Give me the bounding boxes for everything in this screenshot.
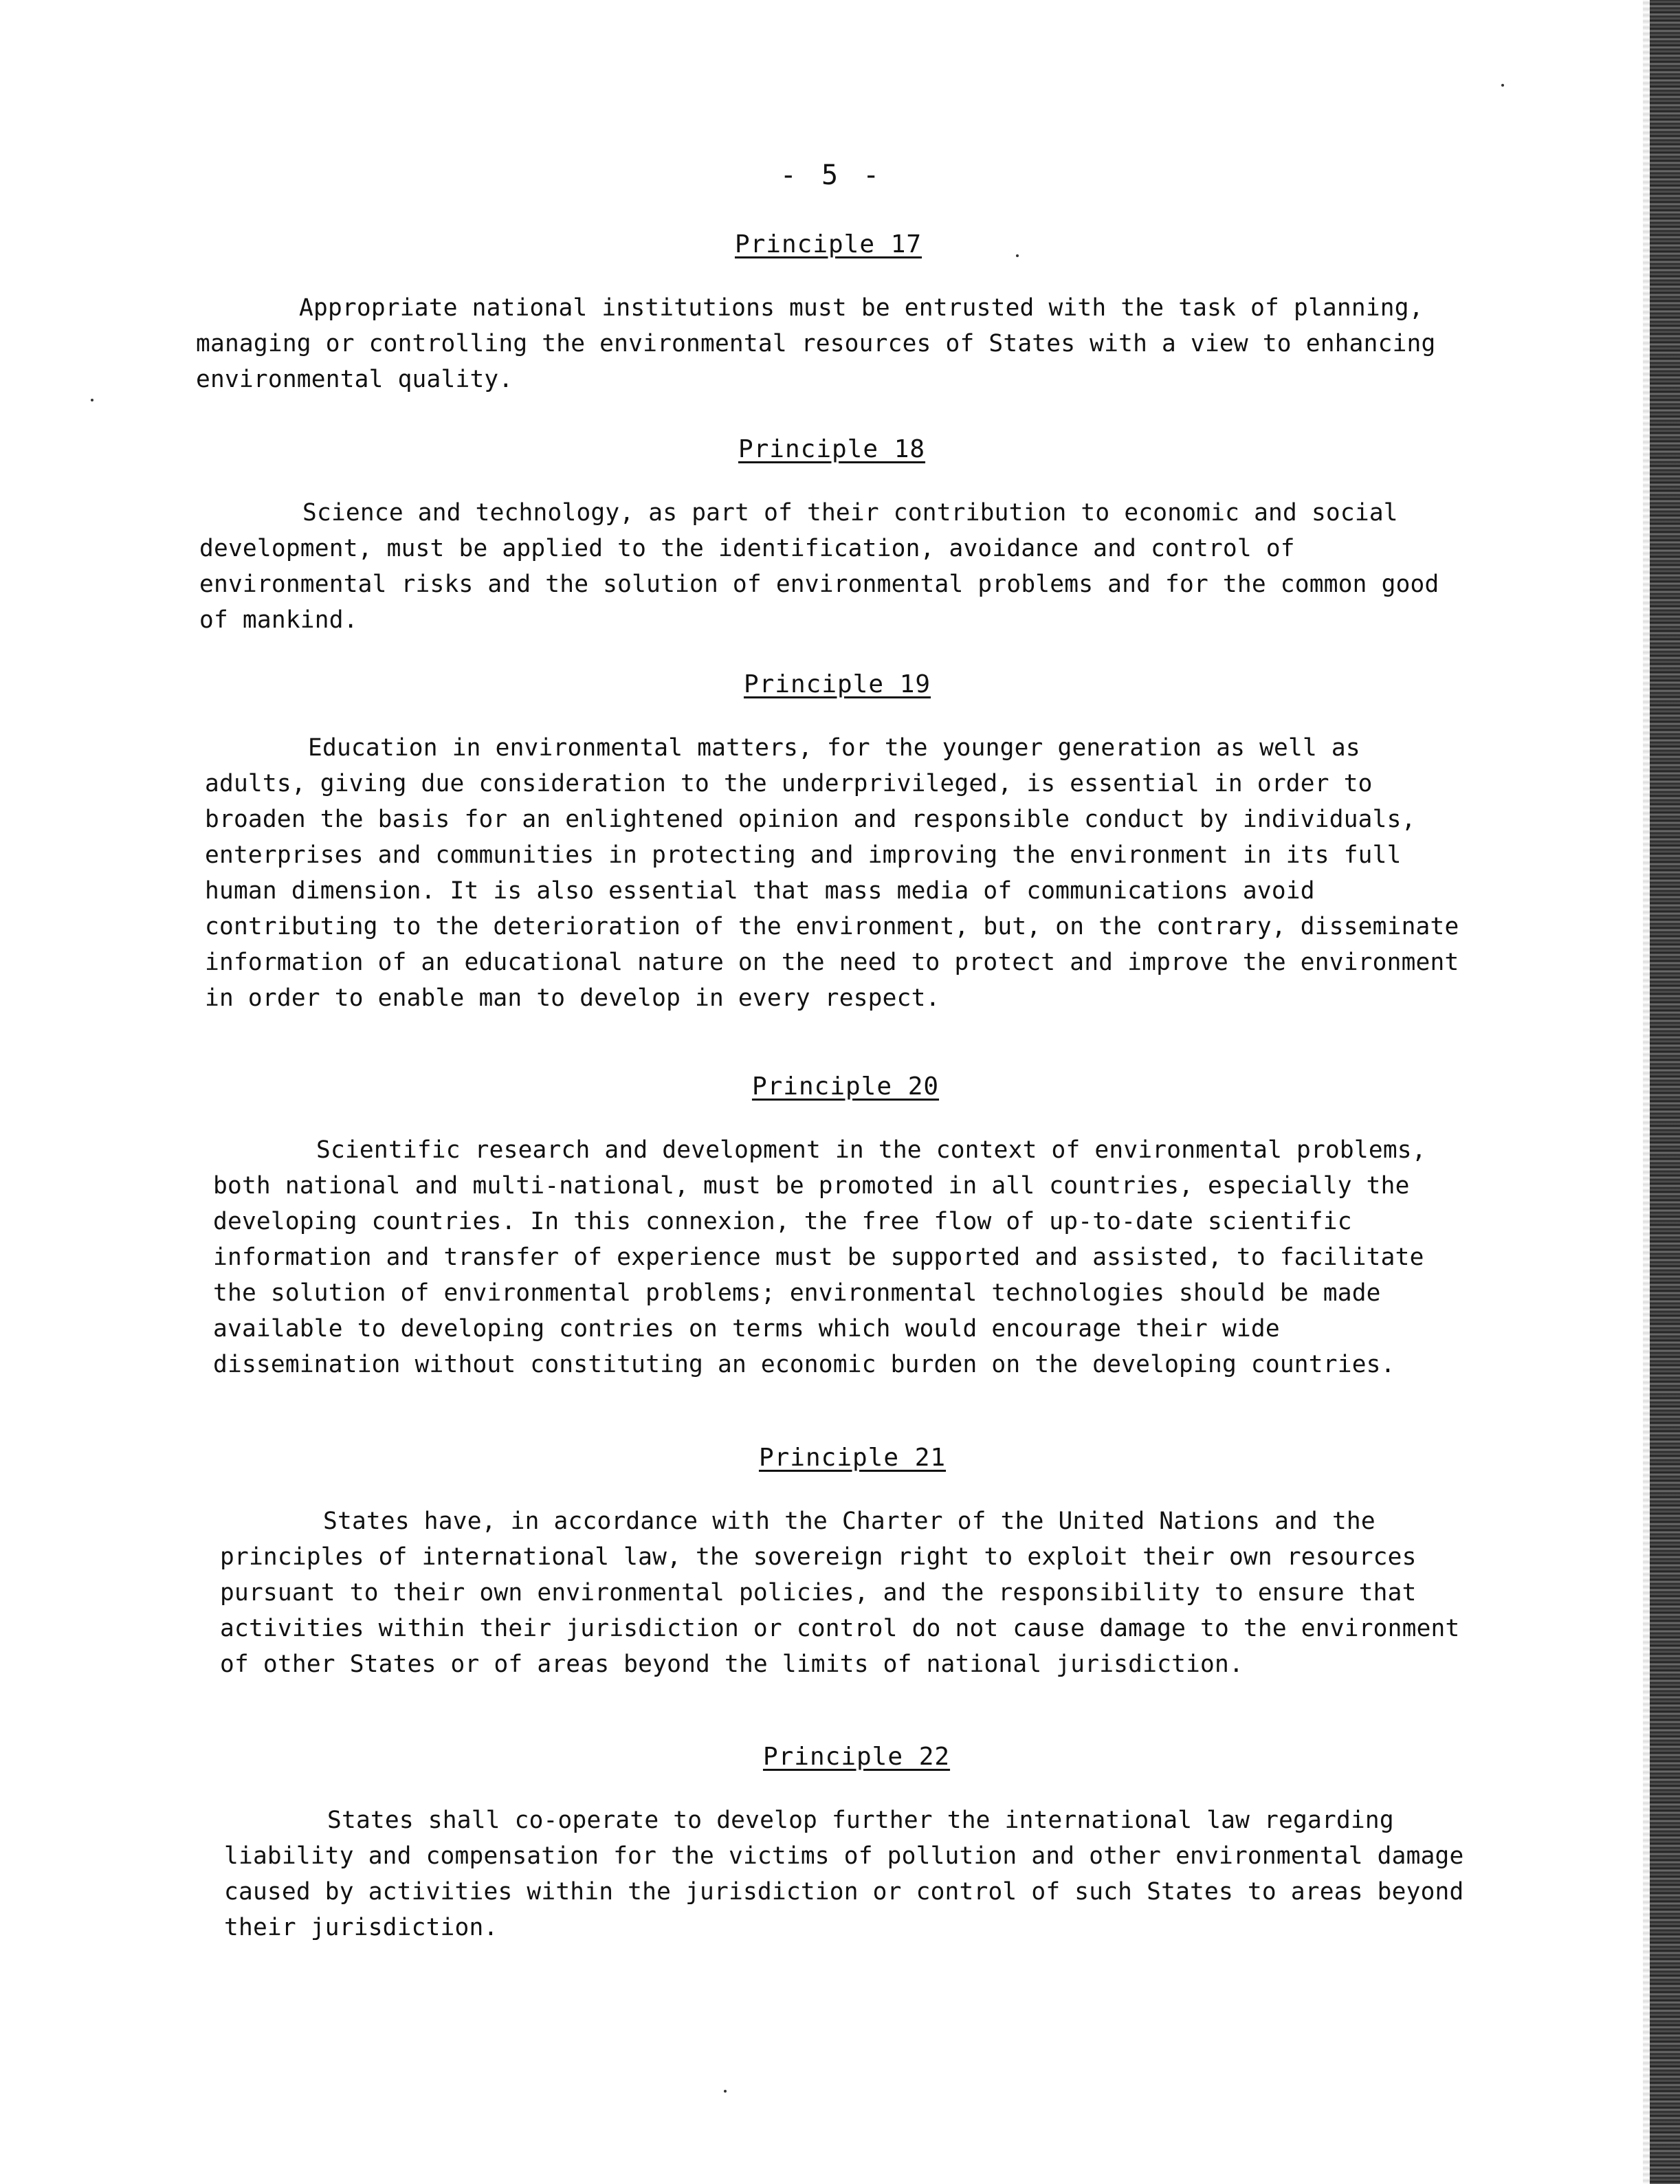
principle-20-section xyxy=(213,1072,1478,1382)
principle-18-heading: Principle 18 xyxy=(738,435,926,463)
scan-edge-shading xyxy=(1643,0,1650,2184)
page-number: - 5 - xyxy=(780,159,884,191)
principle-22-section xyxy=(224,1743,1489,1945)
principle-17-section xyxy=(196,230,1461,397)
scan-speck xyxy=(1501,84,1504,87)
principle-18-text: Science and technology, as part of their contribution to economic and social development, must be applied to the identification, avoidance and control of environmental risks and the solution of environmental problems and for the common good of mankind. xyxy=(199,499,1439,634)
principle-22-text: States shall co-operate to develop further the international law regarding liability and compensation for the victims of pollution and other environmental damage caused by activities within the jurisdiction or control of such States to areas beyond their jurisdiction. xyxy=(224,1807,1464,1941)
principle-21-text: States have, in accordance with the Charter of the United Nations and the principles of international law, the sovereign right to exploit their own resources pursuant to their own environmental policies, and the responsibility to ensure that activities within their jurisdiction or control do not cause damage to the environment of other States or of areas beyond the limits of national jurisdiction. xyxy=(220,1508,1460,1678)
principle-19-heading: Principle 19 xyxy=(743,670,931,698)
principle-19-section xyxy=(205,670,1470,1016)
scan-speck xyxy=(724,2090,727,2093)
principle-21-section xyxy=(220,1444,1485,1682)
principle-20-heading: Principle 20 xyxy=(751,1072,940,1101)
principle-22-heading: Principle 22 xyxy=(762,1743,951,1771)
scan-speck xyxy=(91,399,93,401)
principle-17-heading: Principle 17 xyxy=(734,230,922,258)
principle-17-text: Appropriate national institutions must be entrusted with the task of planning, managing or controlling the environmental resources of States with a view to enhancing environmental quality. xyxy=(196,294,1436,393)
principle-20-text: Scientific research and development in the context of environmental problems, both national and multi-national, must be promoted in all countries, especially the developing countries. In this connexion, the free flow of up-to-date scientific information and transfer of experience must be supported and assisted, to facilitate the solution of environmental problems; environmental technologies should be made available to developing contries on terms which would encourage their wide dissemination without constituting an economic burden on the developing countries. xyxy=(213,1136,1426,1378)
principle-18-section xyxy=(199,435,1464,638)
scan-edge-border xyxy=(1650,0,1680,2184)
scan-speck xyxy=(1016,254,1019,257)
principle-19-text: Education in environmental matters, for the younger generation as well as adults, giving due consideration to the underprivileged, is essential in order to broaden the basis for an enlightened opinion and responsible conduct by individuals, enterprises and communities in protecting and improving the environment in its full human dimension. It is also essential that mass media of communications avoid contributing to the deterioration of the environment, but, on the contrary, disseminate information of an educational nature on the need to protect and improve the environment in order to enable man to develop in every respect. xyxy=(205,734,1459,1012)
principle-21-heading: Principle 21 xyxy=(758,1444,947,1472)
